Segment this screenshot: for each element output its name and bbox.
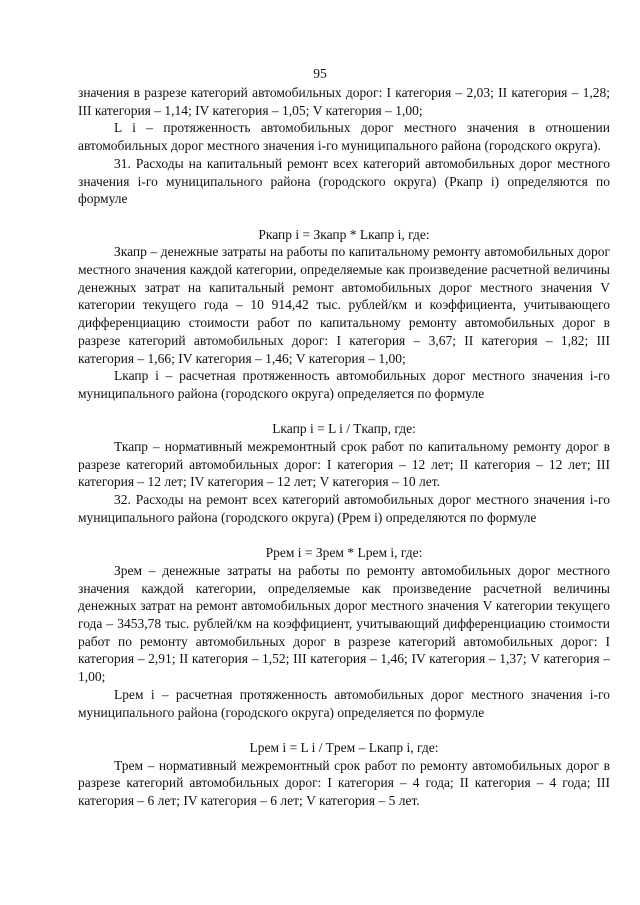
formula-lkapr: Lкапр i = L i / Tкапр, где: — [272, 421, 416, 437]
paragraph-tkapr-definition: Ткапр – нормативный межремонтный срок работ по капитальному ремонту дорог в разрезе категорий автомобильных дорог: I категория – 12 лет; II категория – 12 лет; III категория – 12 лет; IV категория – 12 лет; V категория – 10 лет. — [78, 439, 610, 490]
paragraph-lkapr-definition: Lкапр i – расчетная протяженность автомобильных дорог местного значения i-го муниципального района (городского округа) определяется по формуле — [78, 368, 610, 401]
document-body — [78, 84, 610, 810]
paragraph-lrem-definition: Lрем i – расчетная протяженность автомобильных дорог местного значения i-го муниципального района (городского округа) определяется по формуле — [78, 686, 610, 720]
paragraph-32-repair: 32. Расходы на ремонт всех категорий автомобильных дорог местного значения i-го муниципального района (городского округа) (Ррем i) определяются по формуле — [78, 492, 610, 525]
paragraph-zrem-definition: Зрем – денежные затраты на работы по ремонту автомобильных дорог местного значения каждой категории, определяемые как произведение расчетной величины денежных затрат на ремонт автомобильных дорог местного значения V категории текущего года – 3453,78 тыс. рублей/км на коэффициент, учитывающий дифференциацию стоимости работ по ремонту автомобильных дорог в разрезе категорий автомобильных дорог: I категория – 2,91; II категория – 1,52; III категория – 1,46; IV категория – 1,37; V категория – 1,00; — [78, 562, 610, 685]
formula-rkapr: Ркапр i = Зкапр * Lкапр i, где: — [258, 226, 430, 242]
page-number: 95 — [313, 66, 327, 81]
paragraph-31-capital-repair: 31. Расходы на капитальный ремонт всех категорий автомобильных дорог местного значения i-го муниципального района (городского округа) (Ркапр i) определяются по формуле — [78, 155, 610, 207]
paragraph-coefficients-continued: значения в разрезе категорий автомобильных дорог: I категория – 2,03; II категория – 1,28; III категория – 1,14; IV категория – 1,05; V категория – 1,00; — [78, 85, 610, 118]
paragraph-li-definition: L i – протяженность автомобильных дорог местного значения в отношении автомобильных дорог местного значения i-го муниципального района (городского округа). — [78, 120, 610, 154]
paragraph-trem-definition: Трем – нормативный межремонтный срок работ по ремонту автомобильных дорог в разрезе категорий автомобильных дорог: I категория – 4 года; II категория – 4 года; III категория – 6 лет; IV категория – 6 лет; V категория – 5 лет. — [78, 757, 610, 809]
formula-rrem: Ррем i = Зрем * Lрем i, где: — [265, 545, 423, 561]
paragraph-zkapr-definition: Зкапр – денежные затраты на работы по капитальному ремонту автомобильных дорог местного значения каждой категории, определяемые как произведение расчетной величины денежных затрат на капитальный ремонт автомобильных дорог местного значения V категории текущего года – 10 914,42 тыс. рублей/км и коэффициента, учитывающего дифференциацию стоимости работ по капитальному ремонту автомобильных дорог в разрезе категорий автомобильных дорог: I категория – 3,67; II категория – 1,82; III категория – 1,66; IV категория – 1,46; V категория – 1,00; — [78, 244, 610, 366]
formula-lrem: Lрем i = L i / Tрем – Lкапр i, где: — [249, 739, 439, 755]
